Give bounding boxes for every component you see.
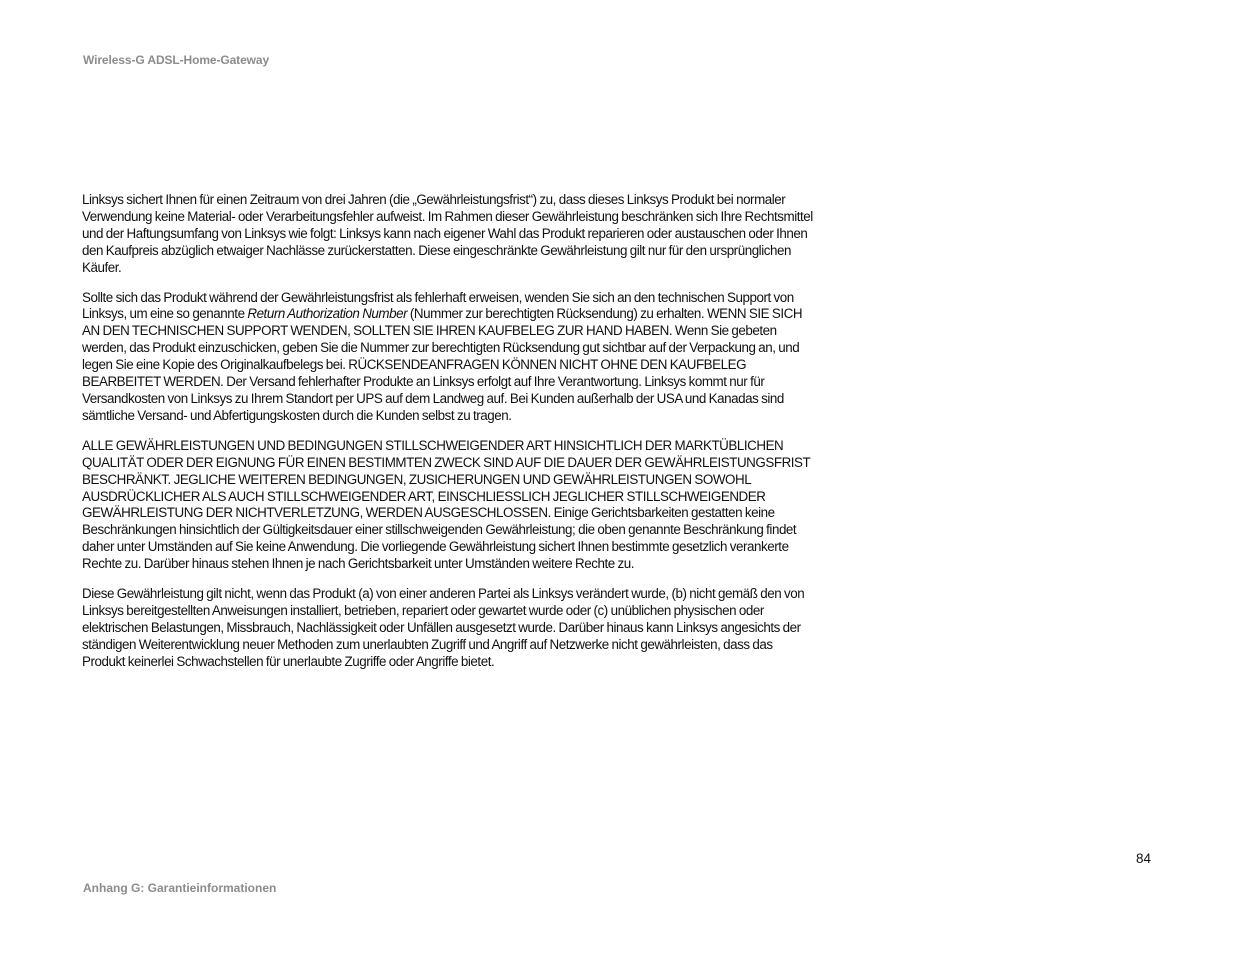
paragraph-return-text-1: Sollte sich das Produkt während der Gewährleistungsfrist als fehlerhaft erweisen, wenden Sie sich an den technischen Support von Linksys, um eine so genannte [82,289,794,322]
document-body [82,192,817,684]
footer-section-title: Anhang G: Garantieinformationen [83,881,277,895]
paragraph-return-procedure [82,290,817,425]
paragraph-return-text-2: (Nummer zur berechtigten Rücksendung) zu erhalten. WENN SIE SICH AN DEN TECHNISCHEN SUPPORT WENDEN, SOLLTEN SIE IHREN KAUFBELEG ZUR HAND HABEN. Wenn Sie gebeten werden, das Produkt einzuschicken, geben Sie die Nummer zur berechtigten Rücksendung gut sichtbar auf der Verpackung an, und legen Sie eine Kopie des Originalkaufbelegs bei. RÜCKSENDEANFRAGEN KÖNNEN NICHT OHNE DEN KAUFBELEG BEARBEITET WERDEN. Der Versand fehlerhafter Produkte an Linksys erfolgt auf Ihre Verantwortung. Linksys kommt nur für Versandkosten von Linksys zu Ihrem Standort per UPS auf dem Landweg auf. Bei Kunden außerhalb der USA und Kanadas sind sämtliche Versand- und Abfertigungskosten durch die Kunden selbst zu tragen. [82,306,803,423]
paragraph-exclusions: Diese Gewährleistung gilt nicht, wenn das Produkt (a) von einer anderen Partei als Linksys verändert wurde, (b) nicht gemäß den von Linksys bereitgestellten Anweisungen installiert, betrieben, repariert oder gewartet wurde oder (c) unüblichen physischen oder elektrischen Belastungen, Missbrauch, Nachlässigkeit oder Unfällen ausgesetzt wurde. Darüber hinaus kann Linksys angesichts der ständigen Weiterentwicklung neuer Methoden zum unerlaubten Zugriff und Angriff auf Netzwerke nicht gewährleisten, dass das Produkt keinerlei Schwachstellen für unerlaubte Zugriffe oder Angriffe bietet. [82,586,805,669]
paragraph-implied-warranties: ALLE GEWÄHRLEISTUNGEN UND BEDINGUNGEN STILLSCHWEIGENDER ART HINSICHTLICH DER MARKTÜBLICHEN QUALITÄT ODER DER EIGNUNG FÜR EINEN BESTIMMTEN ZWECK SIND AUF DIE DAUER DER GEWÄHRLEISTUNGSFRIST BESCHRÄNKT. JEGLICHE WEITEREN BEDINGUNGEN, ZUSICHERUNGEN UND GEWÄHRLEISTUNGEN SOWOHL AUSDRÜCKLICHER ALS AUCH STILLSCHWEIGENDER ART, EINSCHLIESSLICH JEGLICHER STILLSCHWEIGENDER GEWÄHRLEISTUNG DER NICHTVERLETZUNG, WERDEN AUSGESCHLOSSEN. Einige Gerichtsbarkeiten gestatten keine Beschränkungen hinsichtlich der Gültigkeitsdauer einer stillschweigenden Gewährleistung; die oben genannte Beschränkung findet daher unter Umständen auf Sie keine Anwendung. Die vorliegende Gewährleistung sichert Ihnen bestimmte gesetzlich verankerte Rechte zu. Darüber hinaus stehen Ihnen je nach Gerichtsbarkeit unter Umständen weitere Rechte zu. [82,437,811,572]
paragraph-return-italic-term: Return Authorization Number [247,306,408,322]
page-number: 84 [1136,851,1152,866]
header-title: Wireless-G ADSL-Home-Gateway [83,53,270,67]
paragraph-warranty-scope: Linksys sichert Ihnen für einen Zeitraum von drei Jahren (die „Gewährleistungsfrist“) zu, dass dieses Linksys Produkt bei normaler Verwendung keine Material- oder Verarbeitungsfehler aufweist. Im Rahmen dieser Gewährleistung beschränken sich Ihre Rechtsmittel und der Haftungsumfang von Linksys wie folgt: Linksys kann nach eigener Wahl das Produkt reparieren oder austauschen oder Ihnen den Kaufpreis abzüglich etwaiger Nachlässe zurückerstatten. Diese eingeschränkte Gewährleistung gilt nur für den ursprünglichen Käufer. [82,192,813,275]
